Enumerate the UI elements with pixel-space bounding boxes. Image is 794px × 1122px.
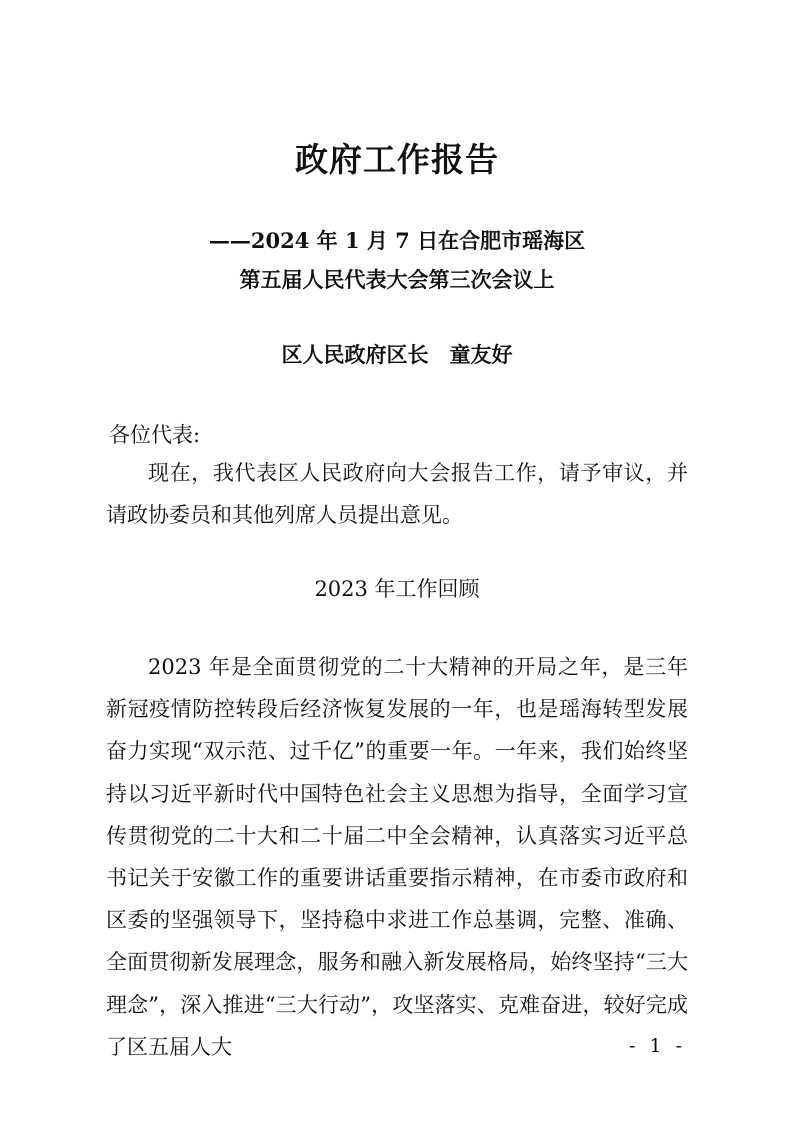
page-number: - 1 -	[628, 1035, 686, 1057]
author-line: 区人民政府区长 童友好	[281, 342, 513, 367]
salutation: 各位代表:	[109, 423, 201, 447]
subtitle-line-2: 第五届人民代表大会第三次会议上	[239, 267, 555, 292]
intro-paragraph: 现在，我代表区人民政府向大会报告工作，请予审议，并请政协委员和其他列席人员提出意见。	[106, 461, 688, 527]
section-heading: 2023 年工作回顾	[314, 577, 480, 601]
subtitle-line-1: ——2024 年 1 月 7 日在合肥市瑶海区	[208, 228, 586, 253]
body-paragraph: 2023 年是全面贯彻党的二十大精神的开局之年，是三年新冠疫情防控转段后经济恢复发展的一年，也是瑶海转型发展奋力实现“双示范、过千亿”的重要一年。一年来，我们始终坚持以习近平新时代中国特色社会主义思想为指导，全面学习宣传贯彻党的二十大和二十届二中全会精神，认真落实习近平总书记关于安徽工作的重要讲话重要指示精神，在市委市政府和区委的坚强领导下，坚持稳中求进工作总基调，完整、准确、全面贯彻新发展理念，服务和融入新发展格局，始终坚持“三大理念”，深入推进“三大行动”，攻坚落实、克难奋进，较好完成了区五届人大	[106, 655, 688, 1059]
report-title: 政府工作报告	[295, 140, 499, 179]
